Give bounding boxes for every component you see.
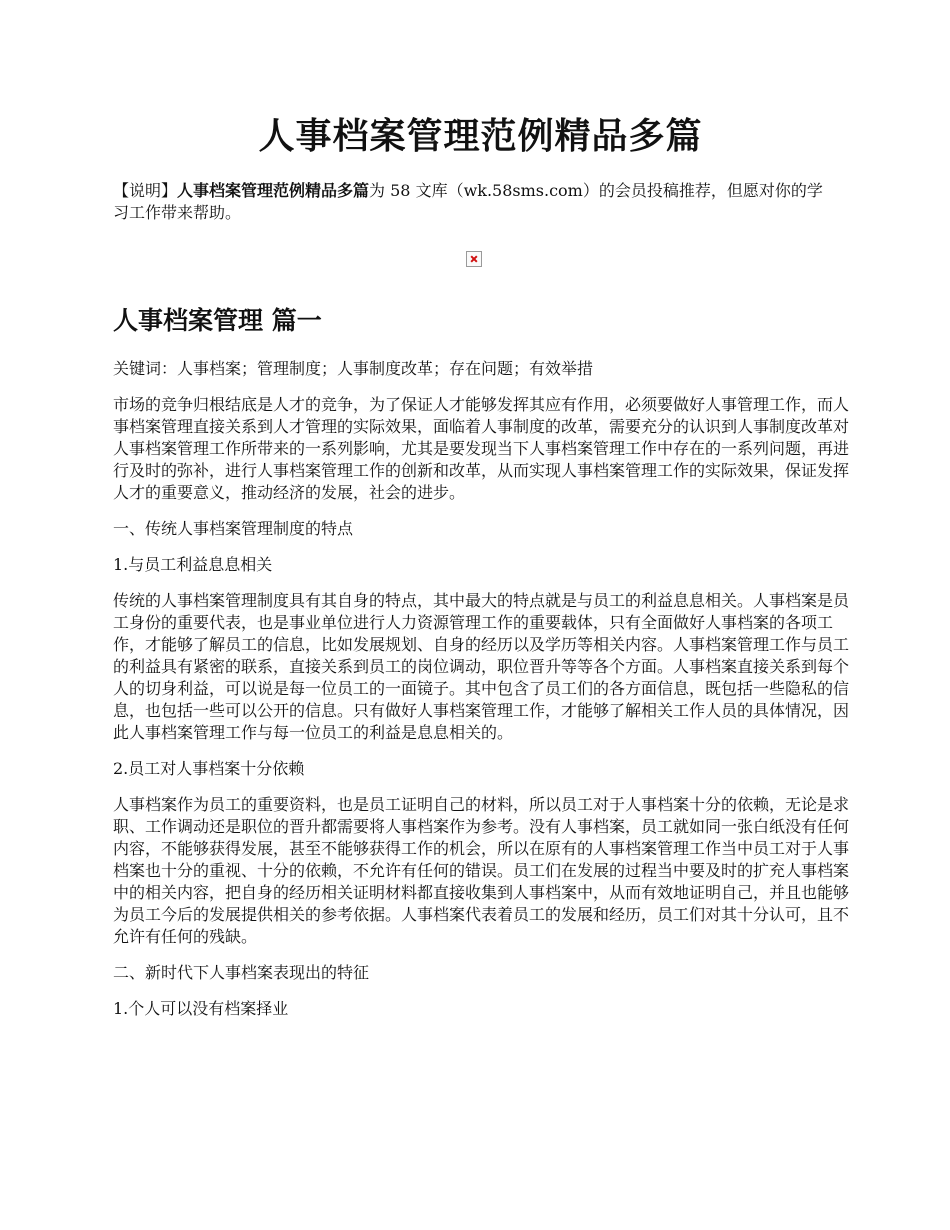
- section-heading: 人事档案管理 篇一: [113, 306, 322, 335]
- subheading: 一、传统人事档案管理制度的特点: [113, 519, 354, 538]
- subheading: 二、新时代下人事档案表现出的特征: [113, 963, 370, 982]
- broken-image-icon: [466, 251, 482, 267]
- subheading: 1.个人可以没有档案择业: [113, 999, 289, 1018]
- paragraph: 市场的竞争归根结底是人才的竞争，为了保证人才能够发挥其应有作用，必须要做好人事管理工作，而人事档案管理直接关系到人才管理的实际效果，面临着人事制度的改革，需要充分的认识到人事制度改革对人事档案管理工作所带来的一系列影响，尤其是要发现当下人事档案管理工作中存在的一系列问题，再进行及时的弥补，进行人事档案管理工作的创新和改革，从而实现人事档案管理工作的实际效果，保证发挥人才的重要意义，推动经济的发展，社会的进步。: [113, 395, 850, 502]
- paragraph: 人事档案作为员工的重要资料，也是员工证明自己的材料，所以员工对于人事档案十分的依赖，无论是求职、工作调动还是职位的晋升都需要将人事档案作为参考。没有人事档案，员工就如同一张白纸没有任何内容，不能够获得发展，甚至不能够获得工作的机会，所以在原有的人事档案管理工作当中员工对于人事档案也十分的重视、十分的依赖，不允许有任何的错误。员工们在发展的过程当中要及时的扩充人事档案中的相关内容，把自身的经历相关证明材料都直接收集到人事档案中，从而有效地证明自己，并且也能够为员工今后的发展提供相关的参考依据。人事档案代表着员工的发展和经历，员工们对其十分认可，且不允许有任何的残缺。: [113, 795, 850, 946]
- keywords-paragraph: 关键词：人事档案；管理制度；人事制度改革；存在问题；有效举措: [113, 359, 594, 378]
- document-title: 人事档案管理范例精品多篇: [258, 115, 703, 157]
- body-text: [113, 358, 851, 1034]
- intro-paragraph: [113, 180, 833, 224]
- subheading: 1.与员工利益息息相关: [113, 555, 273, 574]
- paragraph: 传统的人事档案管理制度具有其自身的特点，其中最大的特点就是与员工的利益息息相关。人事档案是员工身份的重要代表，也是事业单位进行人力资源管理工作的重要载体，只有全面做好人事档案的各项工作，才能够了解员工的信息，比如发展规划、自身的经历以及学历等相关内容。人事档案管理工作与员工的利益具有紧密的联系，直接关系到员工的岗位调动，职位晋升等等各个方面。人事档案直接关系到每个人的切身利益，可以说是每一位员工的一面镜子。其中包含了员工们的各方面信息，既包括一些隐私的信息，也包括一些可以公开的信息。只有做好人事档案管理工作，才能够了解相关工作人员的具体情况，因此人事档案管理工作与每一位员工的利益是息息相关的。: [113, 591, 850, 742]
- subheading: 2.员工对人事档案十分依赖: [113, 759, 305, 778]
- intro-label: 【说明】: [113, 181, 178, 200]
- intro-text: 为 58 文库（wk.58sms.com）的会员投稿推荐，但愿对你的学习工作带来帮助。: [113, 181, 823, 222]
- intro-bold-title: 人事档案管理范例精品多篇: [177, 181, 370, 200]
